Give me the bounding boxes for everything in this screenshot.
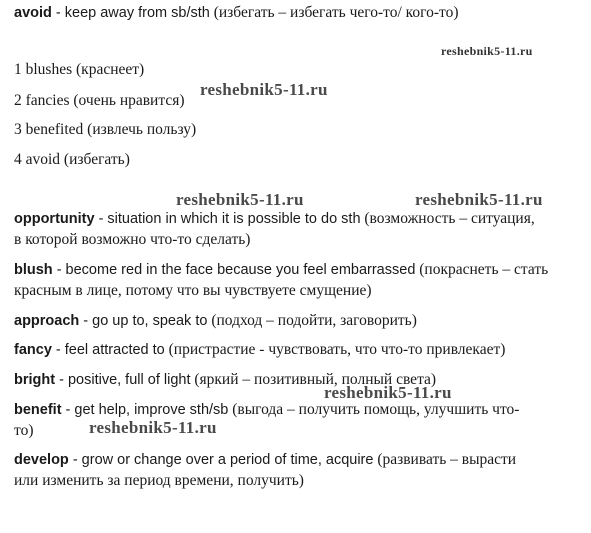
glossary-definition: - positive, full of light [55,372,191,388]
glossary-translation-cont: то) [14,422,34,439]
header-translation: (избегать – избегать чего-то/ кого-то) [209,4,459,21]
header-definition: keep away from sb/sth [64,5,210,21]
watermark: reshebnik5-11.ru [441,44,533,58]
glossary-entry-opportunity [14,209,535,229]
glossary-definition: - go up to, speak to [79,313,208,329]
watermark: reshebnik5-11.ru [89,418,217,437]
glossary-entry-develop-cont [14,471,304,491]
watermark: reshebnik5-11.ru [415,190,543,209]
answer-item-4: 4 avoid (избегать) [14,151,130,168]
header-separator: - [51,5,65,21]
glossary-term: blush [14,262,53,278]
answer-item-2: 2 fancies (очень нравится) [14,92,185,109]
glossary-translation-cont: в которой возможно что-то сделать) [14,231,251,248]
glossary-translation-cont: красным в лице, потому что вы чувствуете смущение) [14,282,372,299]
glossary-definition: - become red in the face because you feel embarrassed [52,262,416,278]
glossary-translation: (покраснеть – стать [415,261,549,278]
glossary-definition: - grow or change over a period of time, acquire [68,452,374,468]
watermark: reshebnik5-11.ru [176,190,304,209]
glossary-translation-cont: или изменить за период времени, получить) [14,472,304,489]
watermark: reshebnik5-11.ru [324,383,452,402]
glossary-entry-develop [14,450,516,470]
glossary-translation: (подход – подойти, заговорить) [207,312,417,329]
answer-item-1: 1 blushes (краснеет) [14,61,145,78]
glossary-entry-opportunity-cont [14,230,250,250]
glossary-translation: (выгода – получить помощь, улучшить что- [228,401,520,418]
glossary-term: develop [14,452,69,468]
glossary-entry-benefit [14,400,519,420]
glossary-definition: - feel attracted to [51,342,165,358]
glossary-definition: - situation in which it is possible to do sth [94,211,361,227]
glossary-entry-approach [14,311,417,331]
header-term: avoid [14,5,52,21]
glossary-entry-blush-cont [14,281,372,301]
glossary-term: approach [14,313,80,329]
glossary-term: bright [14,372,56,388]
header-entry [14,3,459,23]
glossary-term: opportunity [14,211,95,227]
glossary-translation: (яркий – позитивный, полный света) [190,371,437,388]
glossary-definition: - get help, improve sth/sb [61,402,229,418]
glossary-entry-benefit-cont [14,421,33,441]
glossary-translation: (развивать – вырасти [373,451,517,468]
glossary-entry-fancy [14,340,505,360]
glossary-term: fancy [14,342,52,358]
watermark: reshebnik5-11.ru [200,80,328,99]
glossary-entry-blush [14,260,548,280]
glossary-translation: (возможность – ситуация, [360,210,535,227]
glossary-term: benefit [14,402,62,418]
answer-item-3: 3 benefited (извлечь пользу) [14,121,197,138]
glossary-translation: (пристрастие - чувствовать, что что-то привлекает) [164,341,506,358]
